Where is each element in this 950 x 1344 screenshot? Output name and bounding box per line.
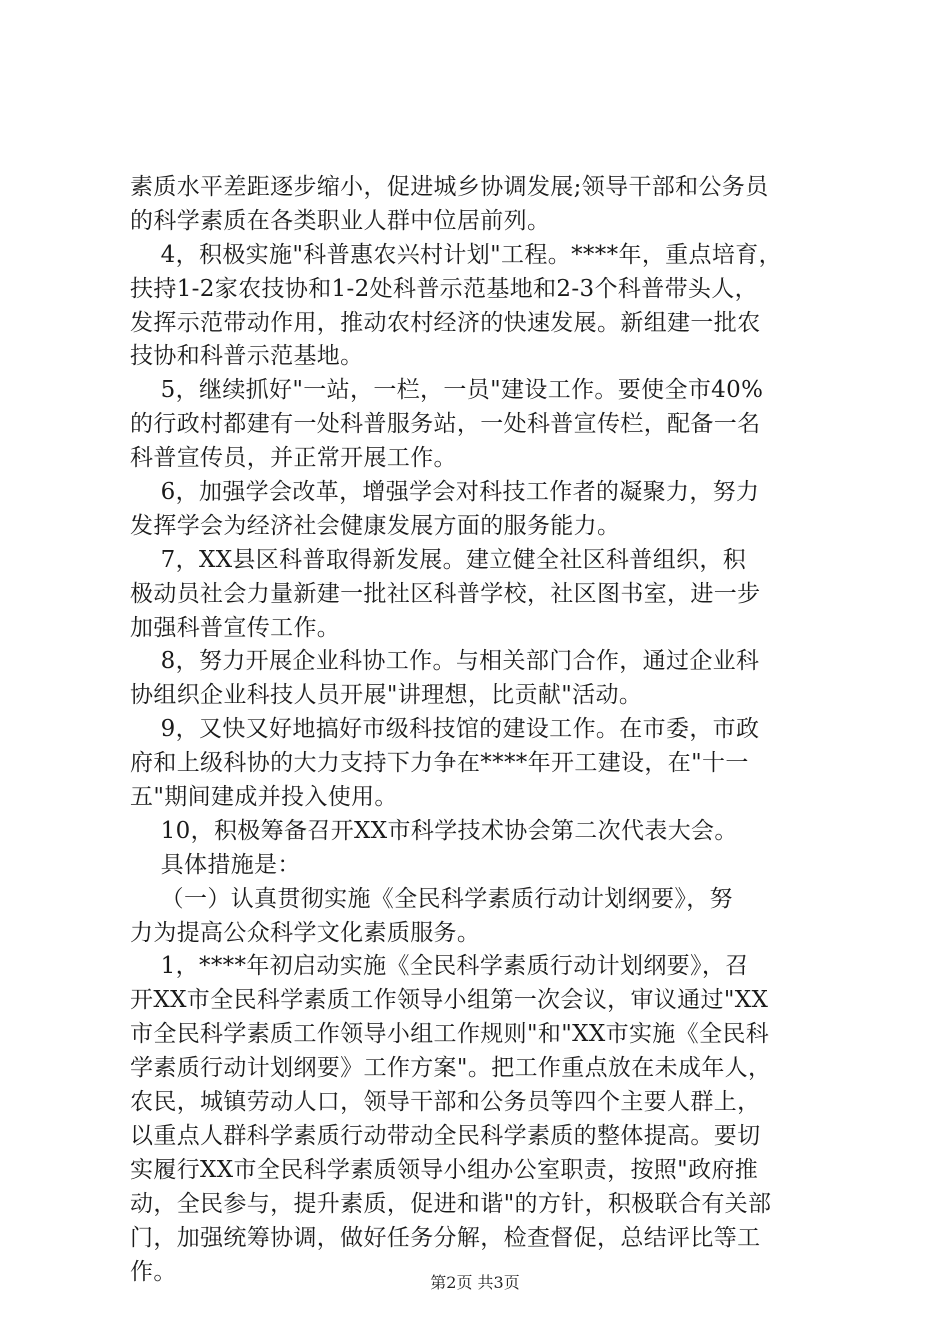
body-text bbox=[130, 171, 830, 1289]
text-line: 5，继续抓好"一站，一栏，一员"建设工作。要使全市40% bbox=[130, 377, 764, 404]
text-line: 学素质行动计划纲要》工作方案"。把工作重点放在未成年人， bbox=[130, 1055, 772, 1082]
text-line: 府和上级科协的大力支持下力争在****年开工建设，在"十一 bbox=[130, 750, 749, 777]
text-line: 市全民科学素质工作领导小组工作规则"和"XX市实施《全民科 bbox=[130, 1021, 770, 1048]
text-line: 素质水平差距逐步缩小，促进城乡协调发展;领导干部和公务员 bbox=[130, 174, 769, 200]
text-line: 8，努力开展企业科协工作。与相关部门合作，通过企业科 bbox=[130, 648, 760, 675]
text-line: 的行政村都建有一处科普服务站，一处科普宣传栏，配备一名 bbox=[130, 411, 761, 438]
text-line: 极动员社会力量新建一批社区科普学校，社区图书室，进一步 bbox=[130, 580, 761, 607]
text-line: 4，积极实施"科普惠农兴村计划"工程。****年，重点培育， bbox=[130, 241, 782, 268]
text-line: 农民，城镇劳动人口，领导干部和公务员等四个主要人群上， bbox=[130, 1089, 761, 1116]
text-line: 7，XX县区科普取得新发展。建立健全社区科普组织，积 bbox=[130, 546, 747, 573]
text-line: 发挥学会为经济社会健康发展方面的服务能力。 bbox=[130, 512, 621, 539]
text-line: 1，****年初启动实施《全民科学素质行动计划纲要》，召 bbox=[130, 953, 749, 980]
text-line: 具体措施是： bbox=[130, 851, 301, 878]
text-line: 开XX市全民科学素质工作领导小组第一次会议，审议通过"XX bbox=[130, 987, 769, 1014]
text-line: 6，加强学会改革，增强学会对科技工作者的凝聚力，努力 bbox=[130, 479, 760, 506]
text-line: 协组织企业科技人员开展"讲理想，比贡献"活动。 bbox=[130, 682, 643, 709]
text-line: 10，积极筹备召开XX市科学技术协会第二次代表大会。 bbox=[130, 817, 738, 844]
text-line: （一）认真贯彻实施《全民科学素质行动计划纲要》，努 bbox=[130, 885, 733, 912]
text-line: 发挥示范带动作用，推动农村经济的快速发展。新组建一批农 bbox=[130, 309, 761, 336]
text-line: 门，加强统筹协调，做好任务分解，检查督促，总结评比等工 bbox=[130, 1224, 761, 1251]
text-line: 实履行XX市全民科学素质领导小组办公室职责，按照"政府推 bbox=[130, 1156, 759, 1183]
page-number-footer: 第2页 共3页 bbox=[430, 1273, 520, 1292]
text-line: 9，又快又好地搞好市级科技馆的建设工作。在市委，市政 bbox=[130, 716, 760, 743]
text-line: 扶持1-2家农技协和1-2处科普示范基地和2-3个科普带头人， bbox=[130, 275, 758, 302]
text-line: 技协和科普示范基地。 bbox=[130, 343, 364, 370]
text-line: 五"期间建成并投入使用。 bbox=[130, 784, 398, 811]
text-line: 动，全民参与，提升素质，促进和谐"的方针，积极联合有关部 bbox=[130, 1190, 772, 1217]
text-line: 力为提高公众科学文化素质服务。 bbox=[130, 919, 481, 946]
text-line: 加强科普宣传工作。 bbox=[130, 614, 341, 641]
text-line: 科普宣传员，并正常开展工作。 bbox=[130, 445, 457, 472]
text-line: 作。 bbox=[130, 1258, 177, 1285]
text-line: 以重点人群科学素质行动带动全民科学素质的整体提高。要切 bbox=[130, 1122, 761, 1149]
text-line: 的科学素质在各类职业人群中位居前列。 bbox=[130, 207, 551, 234]
